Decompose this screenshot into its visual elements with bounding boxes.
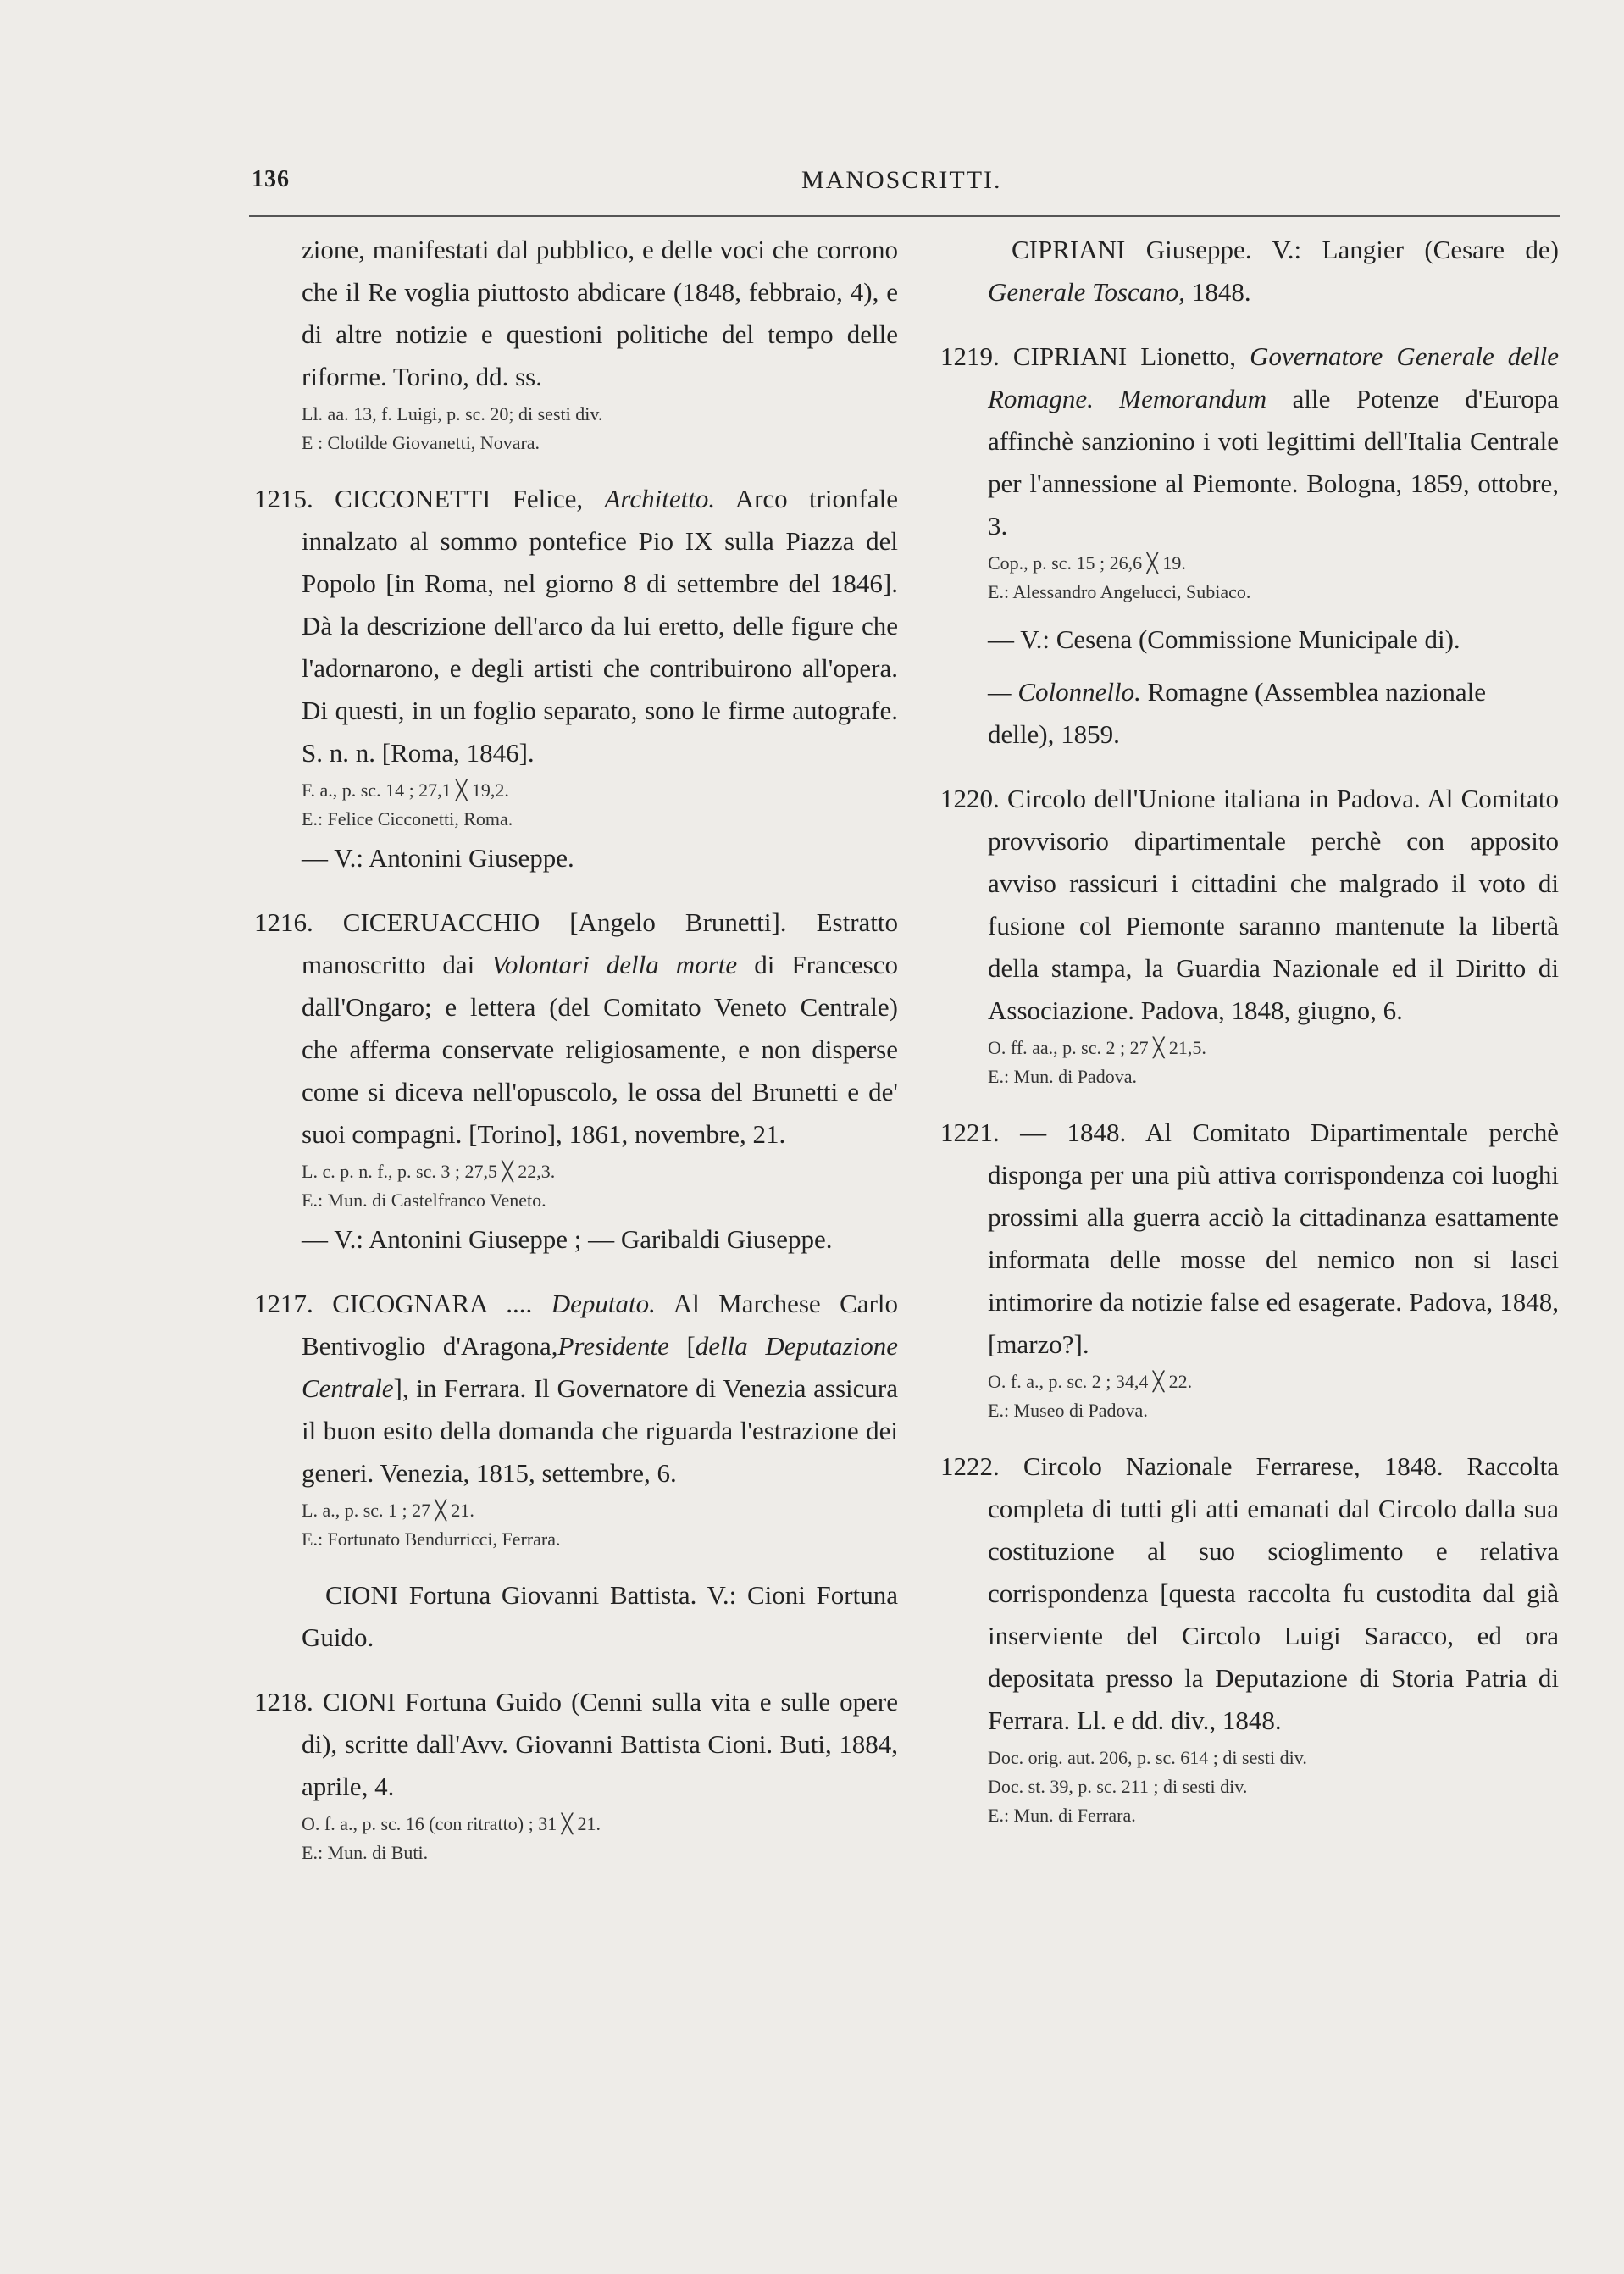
entry-text: [254, 478, 898, 774]
cross-reference: — V.: Antonini Giuseppe ; — Garibaldi Giuseppe.: [302, 1224, 833, 1254]
entry-physical-description: F. a., p. sc. 14 ; 27,1 ╳ 19,2.: [302, 779, 509, 801]
entry-number: 1218.: [254, 1687, 313, 1717]
entry-role: Governatore Generale delle Romagne. Memorandum: [988, 341, 1560, 413]
entry-number: 1216.: [254, 907, 313, 937]
entry-physical-description: O. f. a., p. sc. 16 (con ritratto) ; 31 ╳ 21.: [302, 1813, 601, 1834]
entry-author: CICCONETTI Felice,: [335, 484, 584, 513]
entry-exhibitor: E.: Fortunato Bendurricci, Ferrara.: [302, 1528, 561, 1550]
entry-1216: [254, 901, 898, 1261]
entry-number: 1222.: [940, 1451, 1000, 1481]
entry-physical-description: L. c. p. n. f., p. sc. 3 ; 27,5 ╳ 22,3.: [302, 1161, 556, 1182]
cross-reference-text: CIPRIANI Giuseppe. V.: Langier (Cesare de): [1012, 235, 1559, 264]
entry-exhibitor: E : Clotilde Giovanetti, Novara.: [302, 432, 540, 453]
entry-description: — 1848. Al Comitato Dipartimentale perchè disponga per una più attiva corrispondenza coi luoghi prossimi alla guerra acciò la cittadinanza esattamente informata delle mosse del nemico non si lasci intimorire da notizie false ed esagerate. Padova, 1848, [marzo?].: [988, 1118, 1560, 1359]
entry-description: Arco trionfale innalzato al sommo pontefice Pio IX sulla Piazza del Popolo [in Roma, nel giorno 8 di settembre del 1846]. Dà la descrizione dell'arco da lui eretto, delle figure che l'adornarono, e degli artisti che contribuirono all'opera. Di questi, in un foglio separato, sono le firme autografe. S. n. n. [Roma, 1846].: [302, 484, 899, 768]
entry-physical-description: Doc. st. 39, p. sc. 211 ; di sesti div.: [988, 1776, 1248, 1797]
entry-1222: [940, 1445, 1559, 1828]
cross-reference-role: — Colonnello.: [988, 677, 1141, 707]
entry-author: CICOGNARA ....: [332, 1289, 533, 1318]
entry-physical-description: Cop., p. sc. 15 ; 26,6 ╳ 19.: [988, 552, 1186, 574]
entry-role: Architetto.: [604, 484, 716, 513]
entry-text: [940, 336, 1559, 547]
entry-physical-description: Doc. orig. aut. 206, p. sc. 614 ; di sesti div.: [988, 1747, 1307, 1768]
entry-description: Al Marchese Carlo Bentivoglio d'Aragona,: [302, 1289, 899, 1361]
entry-work-title: Volontari della morte: [491, 950, 738, 979]
bracket: [: [686, 1331, 696, 1361]
cross-reference-date: 1848.: [1191, 277, 1251, 307]
cross-reference-entry: [254, 1574, 898, 1659]
entry-1217: [254, 1283, 898, 1552]
entry-description: Circolo Nazionale Ferrarese, 1848. Raccolta completa di tutti gli atti emanati dal Circolo dalla sua costituzione al suo scioglimento e relativa corrispondenza [questa raccolta fu custodita dal già inserviente del Circolo Luigi Saracco, ed ora depositata presso la Deputazione di Storia Patria di Ferrara. Ll. e dd. div., 1848.: [988, 1451, 1560, 1735]
entry-physical-description: Ll. aa. 13, f. Luigi, p. sc. 20; di sesti div.: [302, 403, 603, 424]
entry-description: Estratto manoscritto dai: [302, 907, 898, 979]
entry-1220: [940, 778, 1559, 1090]
entry-physical-description: L. a., p. sc. 1 ; 27 ╳ 21.: [302, 1500, 474, 1521]
entry-text: zione, manifestati dal pubblico, e delle voci che corrono che il Re voglia piuttosto abdicare (1848, febbraio, 4), e di altre notizie e questioni politiche del tempo delle riforme. Torino, dd. ss.: [302, 235, 898, 391]
running-title: MANOSCRITTI.: [801, 166, 1002, 194]
entry-physical-description: O. f. a., p. sc. 2 ; 34,4 ╳ 22.: [988, 1371, 1193, 1392]
cross-reference: [988, 671, 1559, 756]
entry-number: 1217.: [254, 1289, 313, 1318]
continued-entry: [254, 229, 898, 456]
entry-institution: della Deputazione Centrale: [302, 1331, 899, 1403]
cross-reference: — V.: Antonini Giuseppe.: [302, 843, 574, 873]
entry-exhibitor: E.: Mun. di Padova.: [988, 1066, 1137, 1087]
cross-reference-text: Romagne (Assemblea nazionale delle), 1859.: [988, 677, 1487, 749]
right-column: [940, 229, 1559, 1850]
entry-1215: [254, 478, 898, 879]
entry-text: [940, 1112, 1559, 1366]
page-number: 136: [252, 166, 290, 192]
entry-text: [254, 1681, 898, 1808]
cross-reference: — V.: Cesena (Commissione Municipale di).: [988, 624, 1460, 654]
entry-description: alle Potenze d'Europa affinchè sanzionino i voti legittimi dell'Italia Centrale per l'annessione al Piemonte. Bologna, 1859, ottobre, 3.: [988, 384, 1559, 541]
entry-exhibitor: E.: Alessandro Angelucci, Subiaco.: [988, 581, 1251, 602]
cross-reference-entry: [940, 229, 1559, 313]
entry-exhibitor: E.: Museo di Padova.: [988, 1400, 1148, 1421]
header-rule: [249, 215, 1560, 217]
entry-exhibitor: E.: Mun. di Buti.: [302, 1842, 429, 1863]
cross-reference: CIONI Fortuna Giovanni Battista. V.: Cioni Fortuna Guido.: [302, 1580, 898, 1652]
entry-text: [254, 1283, 898, 1495]
entry-exhibitor: E.: Mun. di Ferrara.: [988, 1805, 1136, 1826]
entry-number: 1221.: [940, 1118, 1000, 1147]
entry-1218: [254, 1681, 898, 1866]
entry-physical-description: O. ff. aa., p. sc. 2 ; 27 ╳ 21,5.: [988, 1037, 1206, 1058]
entry-description: ], in Ferrara. Il Governatore di Venezia assicura il buon esito della domanda che riguarda l'estrazione dei generi. Venezia, 1815, settembre, 6.: [302, 1373, 898, 1488]
entry-description: Circolo dell'Unione italiana in Padova. Al Comitato provvisorio dipartimentale perchè con apposito avviso rassicuri i cittadini che malgrado il voto di fusione col Piemonte saranno mantenute la libertà della stampa, la Guardia Nazionale ed il Diritto di Associazione. Padova, 1848, giugno, 6.: [988, 784, 1560, 1025]
entry-heading: CICERUACCHIO [Angelo Brunetti].: [342, 907, 787, 937]
entry-role: Presidente: [557, 1331, 669, 1361]
cross-reference-title: Generale Toscano,: [988, 277, 1186, 307]
entry-1221: [940, 1112, 1559, 1423]
entry-exhibitor: E.: Felice Cicconetti, Roma.: [302, 808, 513, 829]
entry-text: [940, 778, 1559, 1032]
entry-description: CIONI Fortuna Guido (Cenni sulla vita e sulle opere di), scritte dall'Avv. Giovanni Battista Cioni. Buti, 1884, aprile, 4.: [302, 1687, 899, 1801]
entry-number: 1220.: [940, 784, 1000, 813]
entry-number: 1215.: [254, 484, 313, 513]
entry-text: [940, 1445, 1559, 1742]
left-column: [254, 229, 898, 1888]
cross-reference: [940, 229, 1559, 313]
entry-1219: [940, 336, 1559, 756]
entry-number: 1219.: [940, 341, 1000, 371]
entry-text: [254, 901, 898, 1156]
entry-description: di Francesco dall'Ongaro; e lettera (del Comitato Veneto Centrale) che afferma conservate religiosamente, e non disperse come si diceva nell'opuscolo, le ossa del Brunetti e de' suoi compagni. [Torino], 1861, novembre, 21.: [302, 950, 899, 1149]
entry-author: CIPRIANI Lionetto,: [1012, 341, 1236, 371]
entry-role: Deputato.: [551, 1289, 656, 1318]
entry-exhibitor: E.: Mun. di Castelfranco Veneto.: [302, 1190, 546, 1211]
